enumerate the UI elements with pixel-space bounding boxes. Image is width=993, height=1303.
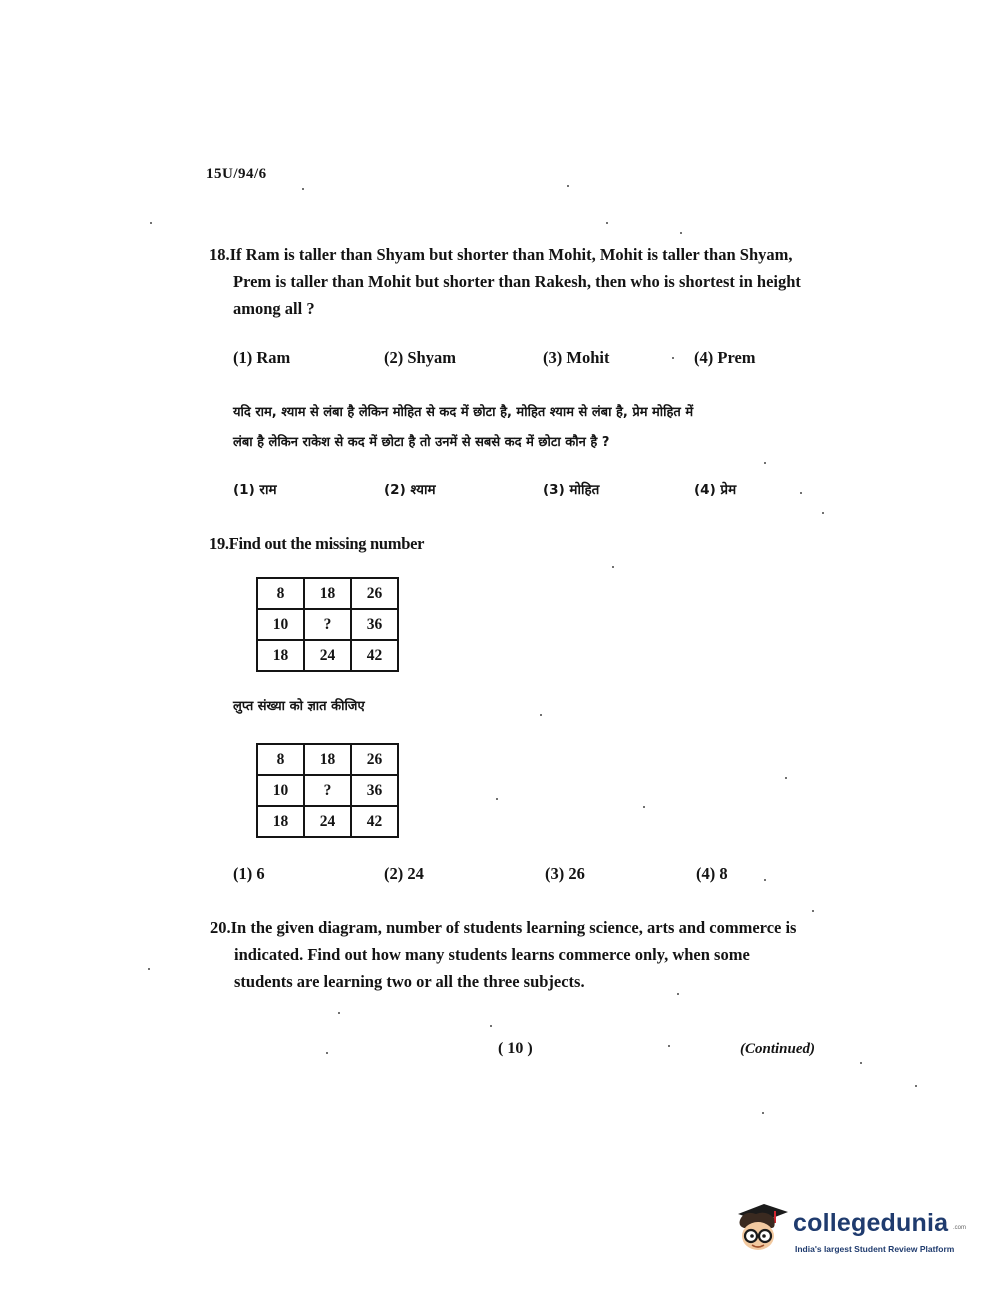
option-1: (1) 6	[233, 864, 265, 883]
option-4: (4) Prem	[694, 348, 756, 367]
scan-speck	[540, 714, 542, 716]
scan-speck	[680, 232, 682, 234]
grid-cell: 18	[304, 744, 351, 775]
option-2: (2) Shyam	[384, 348, 456, 367]
grid-row	[257, 775, 398, 806]
question-text-line: Prem is taller than Mohit but shorter than Rakesh, then who is shortest in height	[233, 272, 801, 291]
question-text: Find out the missing number	[228, 534, 425, 553]
question-text-line: In the given diagram, number of students learning science, arts and commerce is	[230, 918, 797, 937]
scan-speck	[762, 1112, 764, 1114]
logo-wordmark: collegedunia	[793, 1209, 949, 1237]
scan-speck	[812, 910, 814, 912]
grid-row	[257, 806, 398, 837]
scan-speck	[496, 798, 498, 800]
scan-speck	[800, 492, 802, 494]
number-grid-hindi	[256, 743, 399, 838]
scan-speck	[672, 357, 674, 359]
question-number: 18.	[209, 245, 230, 264]
grid-cell: 42	[351, 806, 398, 837]
scan-speck	[490, 1025, 492, 1027]
number-grid	[256, 577, 399, 672]
page-number: ( 10 )	[498, 1040, 533, 1057]
grid-cell: 10	[257, 609, 304, 640]
option-2: (2) 24	[384, 864, 424, 883]
option-3: (3) Mohit	[543, 348, 610, 367]
scan-speck	[612, 566, 614, 568]
grid-cell: 8	[257, 744, 304, 775]
continued-note: (Continued)	[740, 1041, 816, 1057]
scan-speck	[326, 1052, 328, 1054]
scan-speck	[822, 512, 824, 514]
scan-speck	[150, 222, 152, 224]
scan-speck	[338, 1012, 340, 1014]
scan-speck	[764, 462, 766, 464]
grid-cell: 24	[304, 806, 351, 837]
question-text-line: indicated. Find out how many students learns commerce only, when some	[234, 945, 750, 964]
student-mascot-icon	[730, 1198, 792, 1260]
grid-row	[257, 640, 398, 671]
option-1: (1) Ram	[233, 348, 291, 367]
hindi-option-4: (4) प्रेम	[694, 482, 737, 498]
question-number: 20.	[210, 918, 231, 937]
scan-speck	[785, 777, 787, 779]
grid-row	[257, 744, 398, 775]
grid-cell: 18	[304, 578, 351, 609]
grid-cell: 24	[304, 640, 351, 671]
question-19-hindi: लुप्त संख्या को ज्ञात कीजिए	[233, 699, 365, 714]
grid-cell: 18	[257, 640, 304, 671]
question-text-line: among all ?	[233, 299, 315, 318]
grid-row	[257, 578, 398, 609]
question-18-hindi	[233, 398, 833, 458]
scan-speck	[148, 968, 150, 970]
scan-speck	[643, 806, 645, 808]
scan-speck	[915, 1085, 917, 1087]
option-3: (3) 26	[545, 864, 585, 883]
scan-speck	[860, 1062, 862, 1064]
hindi-text-line: यदि राम, श्याम से लंबा है लेकिन मोहित से कद में छोटा है, मोहित श्याम से लंबा है, प्रेम मोहित में	[233, 405, 694, 420]
scan-speck	[567, 185, 569, 187]
question-18	[209, 241, 829, 322]
scan-speck	[302, 188, 304, 190]
question-text-line: students are learning two or all the three subjects.	[234, 972, 585, 991]
grid-cell: 26	[351, 578, 398, 609]
grid-cell: 10	[257, 775, 304, 806]
question-20	[210, 914, 830, 995]
logo-tagline: India's largest Student Review Platform	[795, 1244, 955, 1254]
question-number: 19.	[209, 534, 229, 553]
grid-cell-missing: ?	[304, 609, 351, 640]
logo-suffix: .com	[953, 1225, 967, 1231]
hindi-option-2: (2) श्याम	[384, 482, 436, 498]
grid-cell-missing: ?	[304, 775, 351, 806]
hindi-option-3: (3) मोहित	[543, 482, 600, 498]
question-text-line: If Ram is taller than Shyam but shorter than Mohit, Mohit is taller than Shyam,	[229, 245, 793, 264]
hindi-option-1: (1) राम	[233, 482, 277, 498]
hindi-text-line: लंबा है लेकिन राकेश से कद में छोटा है तो उनमें से सबसे कद में छोटा कौन है ?	[233, 435, 610, 450]
option-4: (4) 8	[696, 864, 728, 883]
grid-cell: 36	[351, 775, 398, 806]
grid-cell: 36	[351, 609, 398, 640]
scan-speck	[764, 879, 766, 881]
grid-cell: 42	[351, 640, 398, 671]
scan-speck	[668, 1045, 670, 1047]
grid-cell: 18	[257, 806, 304, 837]
question-19	[209, 530, 424, 557]
grid-cell: 26	[351, 744, 398, 775]
scan-speck	[606, 222, 608, 224]
grid-row	[257, 609, 398, 640]
grid-cell: 8	[257, 578, 304, 609]
scan-speck	[677, 993, 679, 995]
paper-code: 15U/94/6	[206, 166, 267, 182]
